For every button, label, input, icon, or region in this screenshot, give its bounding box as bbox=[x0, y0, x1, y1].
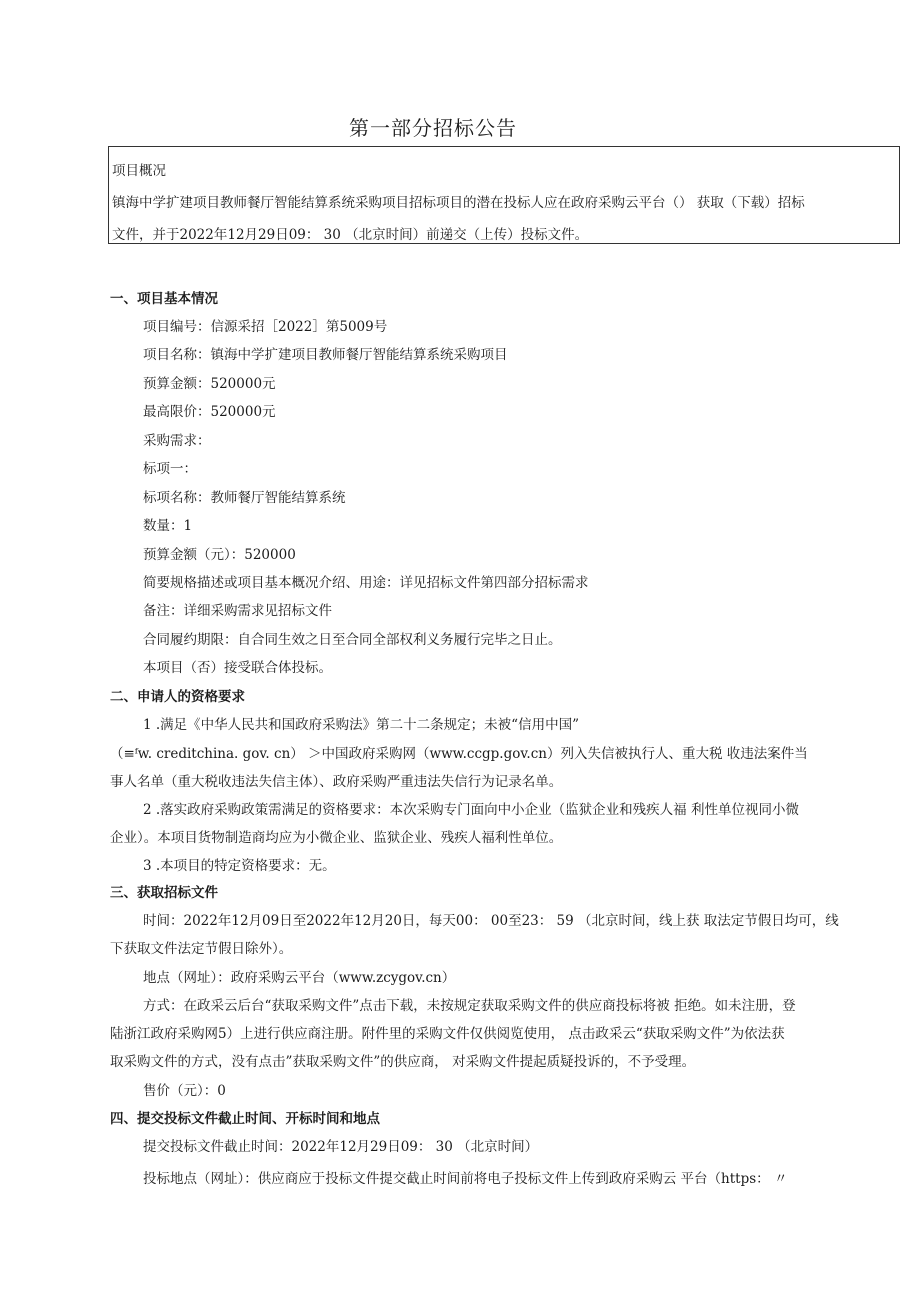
quantity: 数量：1 bbox=[143, 518, 193, 534]
overview-text-line2: 文件，并于2022年12月29日09： 30 （北京时间）前递交（上传）投标文件。 bbox=[112, 227, 589, 243]
submission-deadline: 提交投标文件截止时间：2022年12月29日09： 30 （北京时间） bbox=[143, 1139, 539, 1155]
requirement-3: 3 .本项目的特定资格要求：无。 bbox=[143, 858, 336, 874]
project-name: 项目名称：镇海中学扩建项目教师餐厅智能结算系统采购项目 bbox=[143, 347, 508, 363]
requirement-1-line3: 事人名单（重大税收违法失信主体）、政府采购严重违法失信行为记录名单。 bbox=[110, 774, 563, 790]
budget-amount: 预算金额：520000元 bbox=[143, 376, 276, 392]
requirement-2-line1: 2 .落实政府采购政策需满足的资格要求：本次采购专门面向中小企业（监狱企业和残疾人福 利性单位视同小微 bbox=[143, 802, 799, 818]
acquire-method-line2: 陆浙江政府采购网5）上进行供应商注册。附件里的采购文件仅供阅览使用， 点击政采云“获取采购文件”为依法获 bbox=[110, 1026, 785, 1042]
joint-bid: 本项目（否）接受联合体投标。 bbox=[143, 660, 332, 676]
procurement-needs: 采购需求： bbox=[143, 433, 211, 449]
section4-heading: 四、提交投标文件截止时间、开标时间和地点 bbox=[110, 1111, 380, 1127]
acquire-place: 地点（网址）：政府采购云平台（www.zcygov.cn） bbox=[143, 970, 456, 986]
document-price: 售价（元）：0 bbox=[143, 1083, 226, 1099]
section2-heading: 二、申请人的资格要求 bbox=[110, 689, 245, 705]
spec-description: 简要规格描述或项目基本概况介绍、用途：详见招标文件第四部分招标需求 bbox=[143, 575, 589, 591]
overview-box bbox=[108, 146, 900, 244]
section3-heading: 三、获取招标文件 bbox=[110, 885, 218, 901]
submission-location: 投标地点（网址）：供应商应于投标文件提交截止时间前将电子投标文件上传到政府采购云 平台（https： 〃 bbox=[143, 1171, 788, 1187]
requirement-1-line2: （≡ᶠw. creditchina. gov. cn） ＞中国政府采购网（www.ccgp.gov.cn）列入失信被执行人、重大税 收违法案件当 bbox=[110, 746, 808, 762]
project-number: 项目编号：信源采招［2022］第5009号 bbox=[143, 319, 388, 335]
lot-budget: 预算金额（元）：520000 bbox=[143, 547, 296, 563]
max-price: 最高限价：520000元 bbox=[143, 404, 276, 420]
section1-heading: 一、项目基本情况 bbox=[110, 291, 218, 307]
requirement-2-line2: 企业）。本项目货物制造商均应为小微企业、监狱企业、残疾人福利性单位。 bbox=[110, 830, 563, 846]
lot-one: 标项一： bbox=[143, 461, 197, 477]
acquire-method-line3: 取采购文件的方式，没有点击”获取采购文件”的供应商， 对采购文件提起质疑投诉的，不予受理。 bbox=[110, 1054, 696, 1070]
overview-heading: 项目概况 bbox=[112, 163, 166, 179]
acquire-time-line1: 时间：2022年12月09日至2022年12月20日，每天00： 00至23： 59 （北京时间，线上获 取法定节假日均可，线 bbox=[143, 913, 839, 929]
acquire-method-line1: 方式：在政采云后台“获取采购文件”点击下载，未按规定获取采购文件的供应商投标将被 拒绝。如未注册，登 bbox=[143, 998, 796, 1014]
remarks: 备注：详细采购需求见招标文件 bbox=[143, 603, 332, 619]
overview-text-line1: 镇海中学扩建项目教师餐厅智能结算系统采购项目招标项目的潜在投标人应在政府采购云平台（） 获取（下载）招标 bbox=[112, 195, 805, 211]
acquire-time-line2: 下获取文件法定节假日除外）。 bbox=[110, 941, 293, 957]
requirement-1-line1: 1 .满足《中华人民共和国政府采购法》第二十二条规定；未被“信用中国” bbox=[143, 717, 579, 733]
contract-term: 合同履约期限：自合同生效之日至合同全部权利义务履行完毕之日止。 bbox=[143, 632, 562, 648]
lot-name: 标项名称：教师餐厅智能结算系统 bbox=[143, 490, 346, 506]
page-title: 第一部分招标公告 bbox=[349, 116, 517, 140]
